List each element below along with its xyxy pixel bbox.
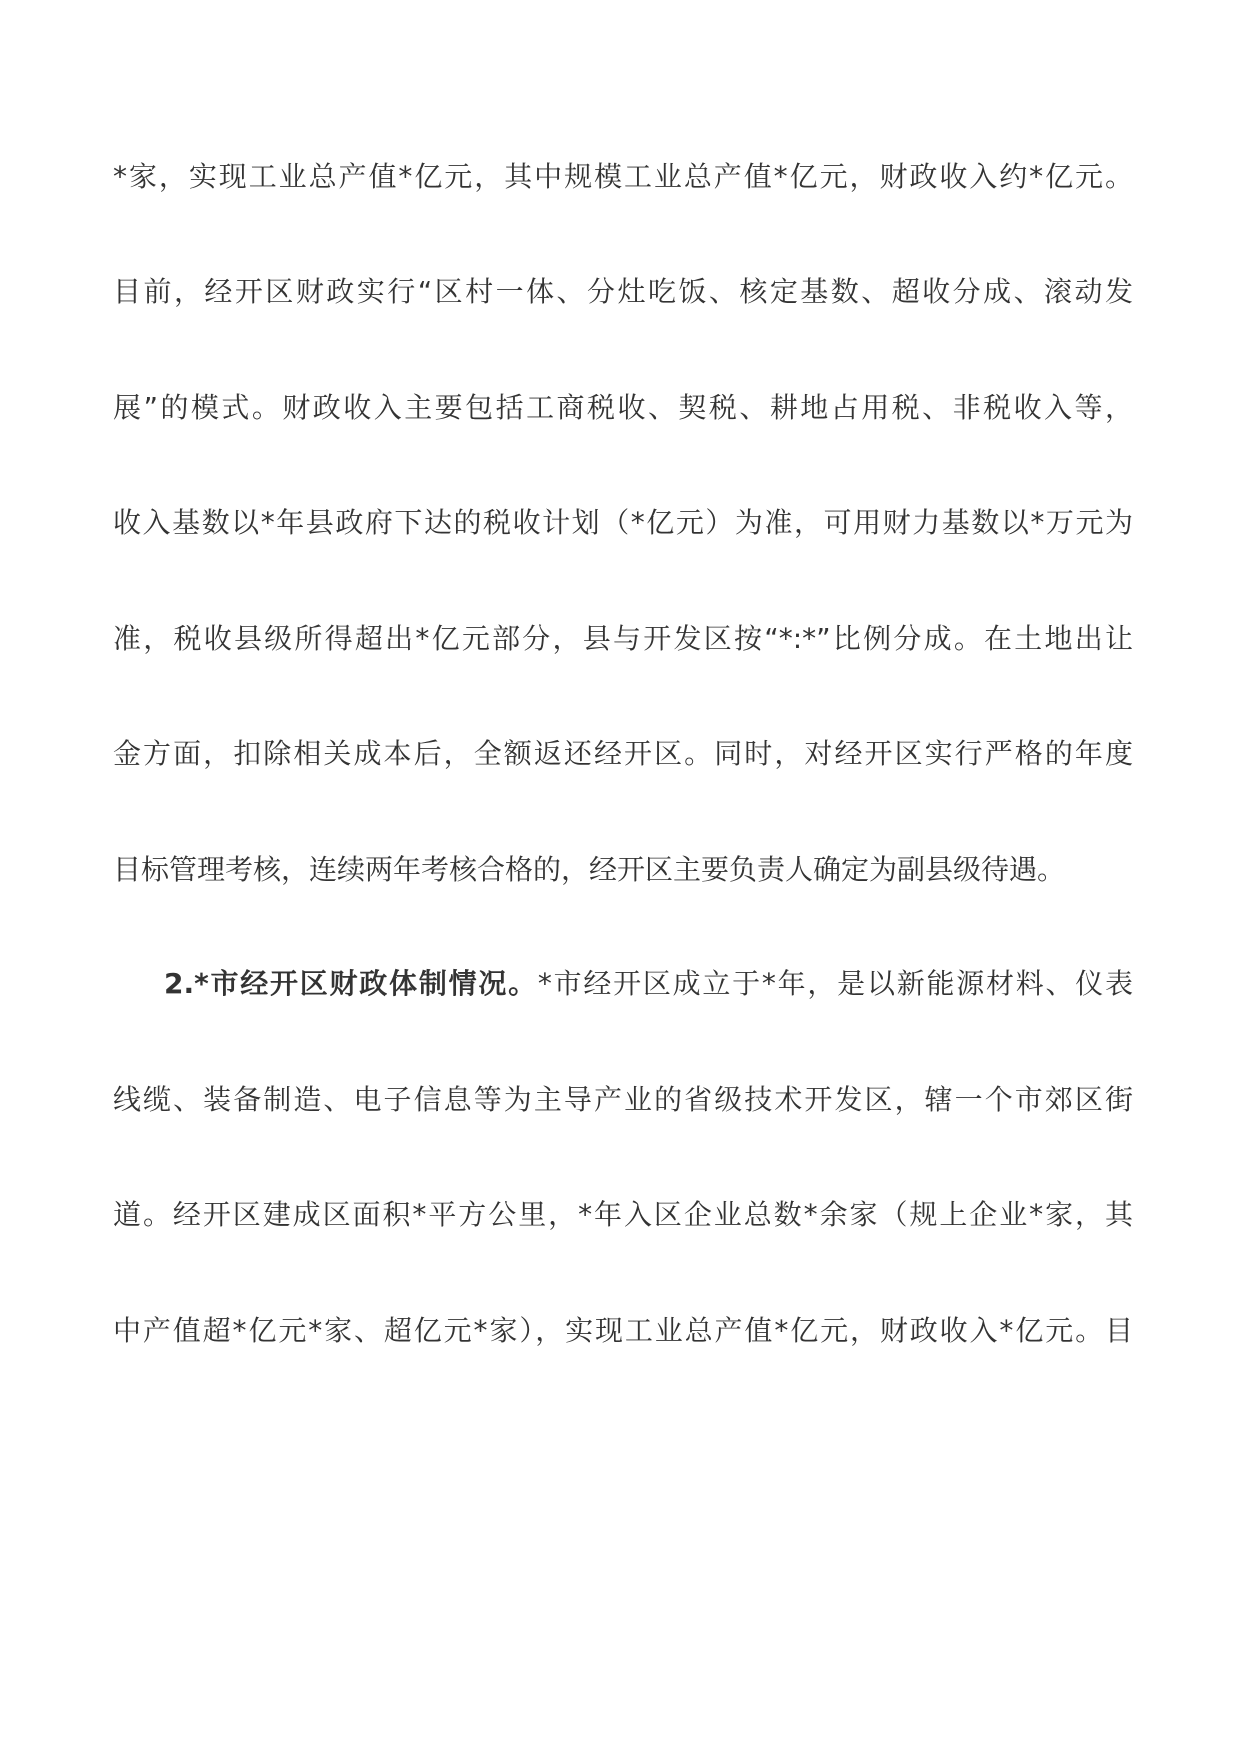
body-line: 展”的模式。财政收入主要包括工商税收、契税、耕地占用税、非税收入等， <box>113 391 1133 424</box>
body-line: 金方面，扣除相关成本后，全额返还经开区。同时，对经开区实行严格的年度 <box>113 737 1133 770</box>
body-line: 道。经开区建成区面积*平方公里，*年入区企业总数*余家（规上企业*家，其 <box>113 1198 1133 1231</box>
section-2-intro: *市经开区成立于*年，是以新能源材料、仪表 <box>537 967 1133 1000</box>
body-line: 中产值超*亿元*家、超亿元*家），实现工业总产值*亿元，财政收入*亿元。目 <box>113 1314 1133 1347</box>
section-2-first-line <box>164 962 1133 1006</box>
body-line: 收入基数以*年县政府下达的税收计划（*亿元）为准，可用财力基数以*万元为 <box>113 506 1133 539</box>
body-line: 目前，经开区财政实行“区村一体、分灶吃饭、核定基数、超收分成、滚动发 <box>113 275 1133 308</box>
body-line: 线缆、装备制造、电子信息等为主导产业的省级技术开发区，辖一个市郊区街 <box>113 1083 1133 1116</box>
body-line: 目标管理考核，连续两年考核合格的，经开区主要负责人确定为副县级待遇。 <box>113 853 1066 886</box>
body-line: *家，实现工业总产值*亿元，其中规模工业总产值*亿元，财政收入约*亿元。 <box>113 160 1133 193</box>
body-line: 准，税收县级所得超出*亿元部分，县与开发区按“*:*”比例分成。在土地出让 <box>113 622 1133 655</box>
section-2-heading: 2.*市经开区财政体制情况。 <box>164 967 538 1000</box>
